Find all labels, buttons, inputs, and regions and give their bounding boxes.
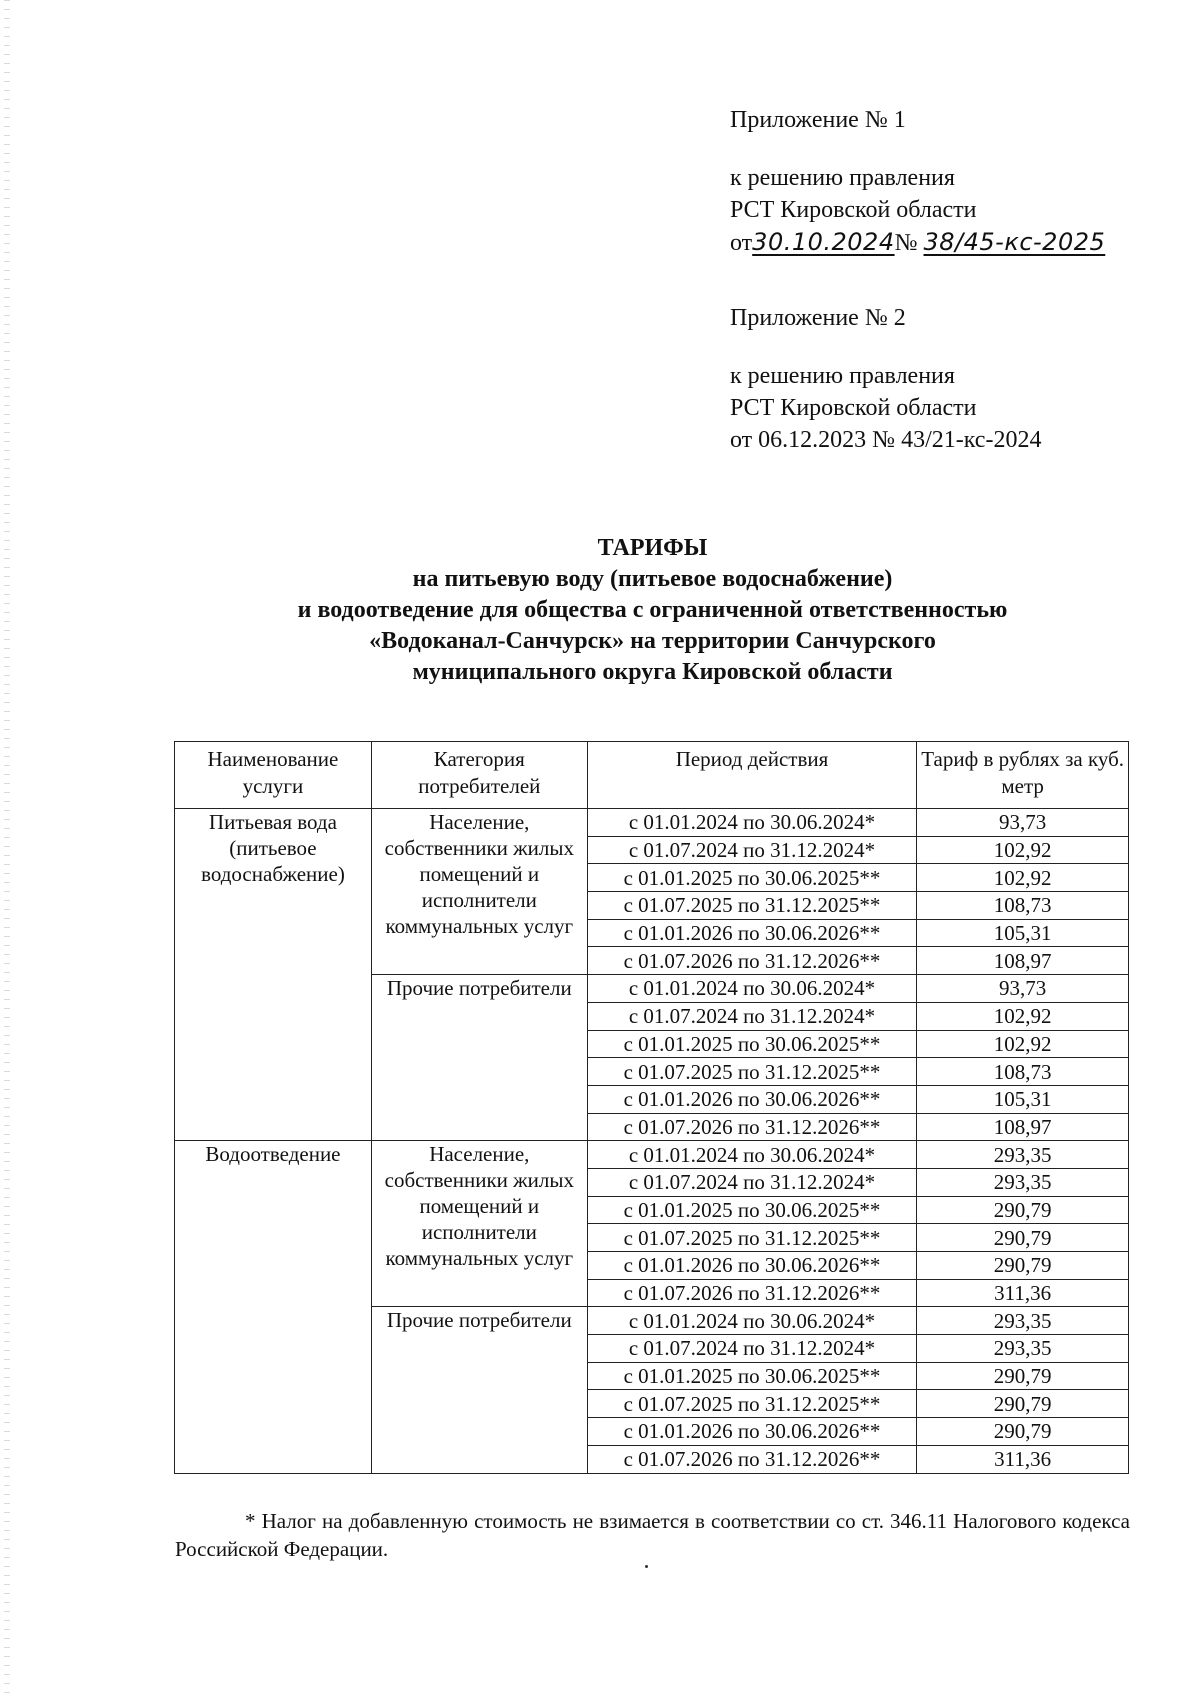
scan-edge-perforation [4, 0, 10, 1697]
period-cell: с 01.01.2024 по 30.06.2024* [587, 1141, 917, 1169]
period-cell: с 01.01.2026 по 30.06.2026** [587, 1085, 917, 1113]
annex-2-line-2: РСТ Кировской области [730, 395, 977, 421]
title-line-5: муниципального округа Кировской области [412, 659, 893, 685]
header-period: Период действия [587, 742, 917, 809]
annex-1-line-3 [730, 226, 1105, 259]
tariff-cell: 108,97 [917, 947, 1129, 975]
tariff-cell: 293,35 [917, 1141, 1129, 1169]
annex-2-line-3: от 06.12.2023 № 43/21-кс-2024 [730, 427, 1042, 453]
tariff-cell: 108,97 [917, 1113, 1129, 1141]
annex-1-handwritten-number: 38/45-кс-2025 [923, 228, 1106, 256]
header-category: Категория потребителей [371, 742, 587, 809]
annex-1-line-1: к решению правления [730, 165, 955, 191]
scan-speck [645, 1565, 648, 1568]
tariff-cell: 290,79 [917, 1418, 1129, 1446]
annex-1-line-2: РСТ Кировской области [730, 197, 977, 223]
tariff-cell: 311,36 [917, 1279, 1129, 1307]
annex-1-title: Приложение № 1 [730, 107, 906, 133]
tariff-cell: 108,73 [917, 1058, 1129, 1086]
title-line-2: на питьевую воду (питьевое водоснабжение) [412, 566, 893, 592]
tariff-cell: 108,73 [917, 892, 1129, 920]
period-cell: с 01.07.2026 по 31.12.2026** [587, 1113, 917, 1141]
period-cell: с 01.01.2026 по 30.06.2026** [587, 919, 917, 947]
footnote: * Налог на добавленную стоимость не взимается в соответствии со ст. 346.11 Налогового кодекса Российской Федерации. [175, 1509, 1130, 1561]
annex-2-line-1: к решению правления [730, 363, 955, 389]
tariffs-table [174, 741, 1129, 1474]
table-header-row [175, 742, 1129, 809]
tariff-cell: 102,92 [917, 864, 1129, 892]
period-cell: с 01.07.2025 по 31.12.2025** [587, 1390, 917, 1418]
title-line-4: «Водоканал-Санчурск» на территории Санчурского [369, 628, 936, 654]
title-line-1: ТАРИФЫ [597, 535, 708, 561]
header-tariff: Тариф в рублях за куб. метр [917, 742, 1129, 809]
table-row [175, 1141, 1129, 1169]
period-cell: с 01.01.2024 по 30.06.2024* [587, 975, 917, 1003]
period-cell: с 01.07.2025 по 31.12.2025** [587, 1058, 917, 1086]
tariff-cell: 290,79 [917, 1252, 1129, 1280]
consumer-category-cell: Прочие потребители [371, 975, 587, 1141]
period-cell: с 01.01.2025 по 30.06.2025** [587, 1196, 917, 1224]
period-cell: с 01.07.2024 по 31.12.2024* [587, 1168, 917, 1196]
tariff-cell: 93,73 [917, 975, 1129, 1003]
period-cell: с 01.01.2025 по 30.06.2025** [587, 1030, 917, 1058]
header-service: Наименование услуги [175, 742, 372, 809]
tariff-cell: 290,79 [917, 1362, 1129, 1390]
service-name-cell: Питьевая вода (питьевое водоснабжение) [175, 809, 372, 1141]
table-row [175, 809, 1129, 837]
tariff-cell: 290,79 [917, 1196, 1129, 1224]
period-cell: с 01.01.2024 по 30.06.2024* [587, 809, 917, 837]
period-cell: с 01.07.2026 по 31.12.2026** [587, 947, 917, 975]
tariff-cell: 293,35 [917, 1307, 1129, 1335]
annex-1-handwritten-date: 30.10.2024 [752, 228, 895, 256]
tariff-cell: 102,92 [917, 1030, 1129, 1058]
tariff-cell: 102,92 [917, 836, 1129, 864]
period-cell: с 01.01.2025 по 30.06.2025** [587, 1362, 917, 1390]
period-cell: с 01.07.2024 по 31.12.2024* [587, 1335, 917, 1363]
consumer-category-cell: Население, собственники жилых помещений и исполнители коммунальных услуг [371, 809, 587, 975]
annex-1-from-prefix: от [730, 230, 753, 256]
consumer-category-cell: Прочие потребители [371, 1307, 587, 1473]
period-cell: с 01.07.2026 по 31.12.2026** [587, 1279, 917, 1307]
period-cell: с 01.07.2025 по 31.12.2025** [587, 892, 917, 920]
service-name-cell: Водоотведение [175, 1141, 372, 1473]
consumer-category-cell: Население, собственники жилых помещений и исполнители коммунальных услуг [371, 1141, 587, 1307]
period-cell: с 01.07.2024 по 31.12.2024* [587, 836, 917, 864]
annex-2-block [730, 302, 1041, 456]
tariff-cell: 102,92 [917, 1002, 1129, 1030]
period-cell: с 01.07.2025 по 31.12.2025** [587, 1224, 917, 1252]
period-cell: с 01.01.2026 по 30.06.2026** [587, 1418, 917, 1446]
period-cell: с 01.01.2025 по 30.06.2025** [587, 864, 917, 892]
period-cell: с 01.01.2026 по 30.06.2026** [587, 1252, 917, 1280]
title-line-3: и водоотведение для общества с ограниченной ответственностью [297, 597, 1008, 623]
period-cell: с 01.07.2026 по 31.12.2026** [587, 1445, 917, 1473]
tariff-cell: 311,36 [917, 1445, 1129, 1473]
tariff-cell: 293,35 [917, 1168, 1129, 1196]
tariff-cell: 293,35 [917, 1335, 1129, 1363]
table-body [175, 809, 1129, 1474]
tariff-cell: 290,79 [917, 1224, 1129, 1252]
tariff-cell: 290,79 [917, 1390, 1129, 1418]
tariff-cell: 105,31 [917, 919, 1129, 947]
annex-1-number-prefix: № [894, 230, 918, 256]
period-cell: с 01.01.2024 по 30.06.2024* [587, 1307, 917, 1335]
period-cell: с 01.07.2024 по 31.12.2024* [587, 1002, 917, 1030]
tariff-cell: 93,73 [917, 809, 1129, 837]
tariff-cell: 105,31 [917, 1085, 1129, 1113]
document-title [175, 533, 1130, 688]
annex-1-block [730, 104, 1105, 259]
annex-2-title: Приложение № 2 [730, 305, 906, 331]
